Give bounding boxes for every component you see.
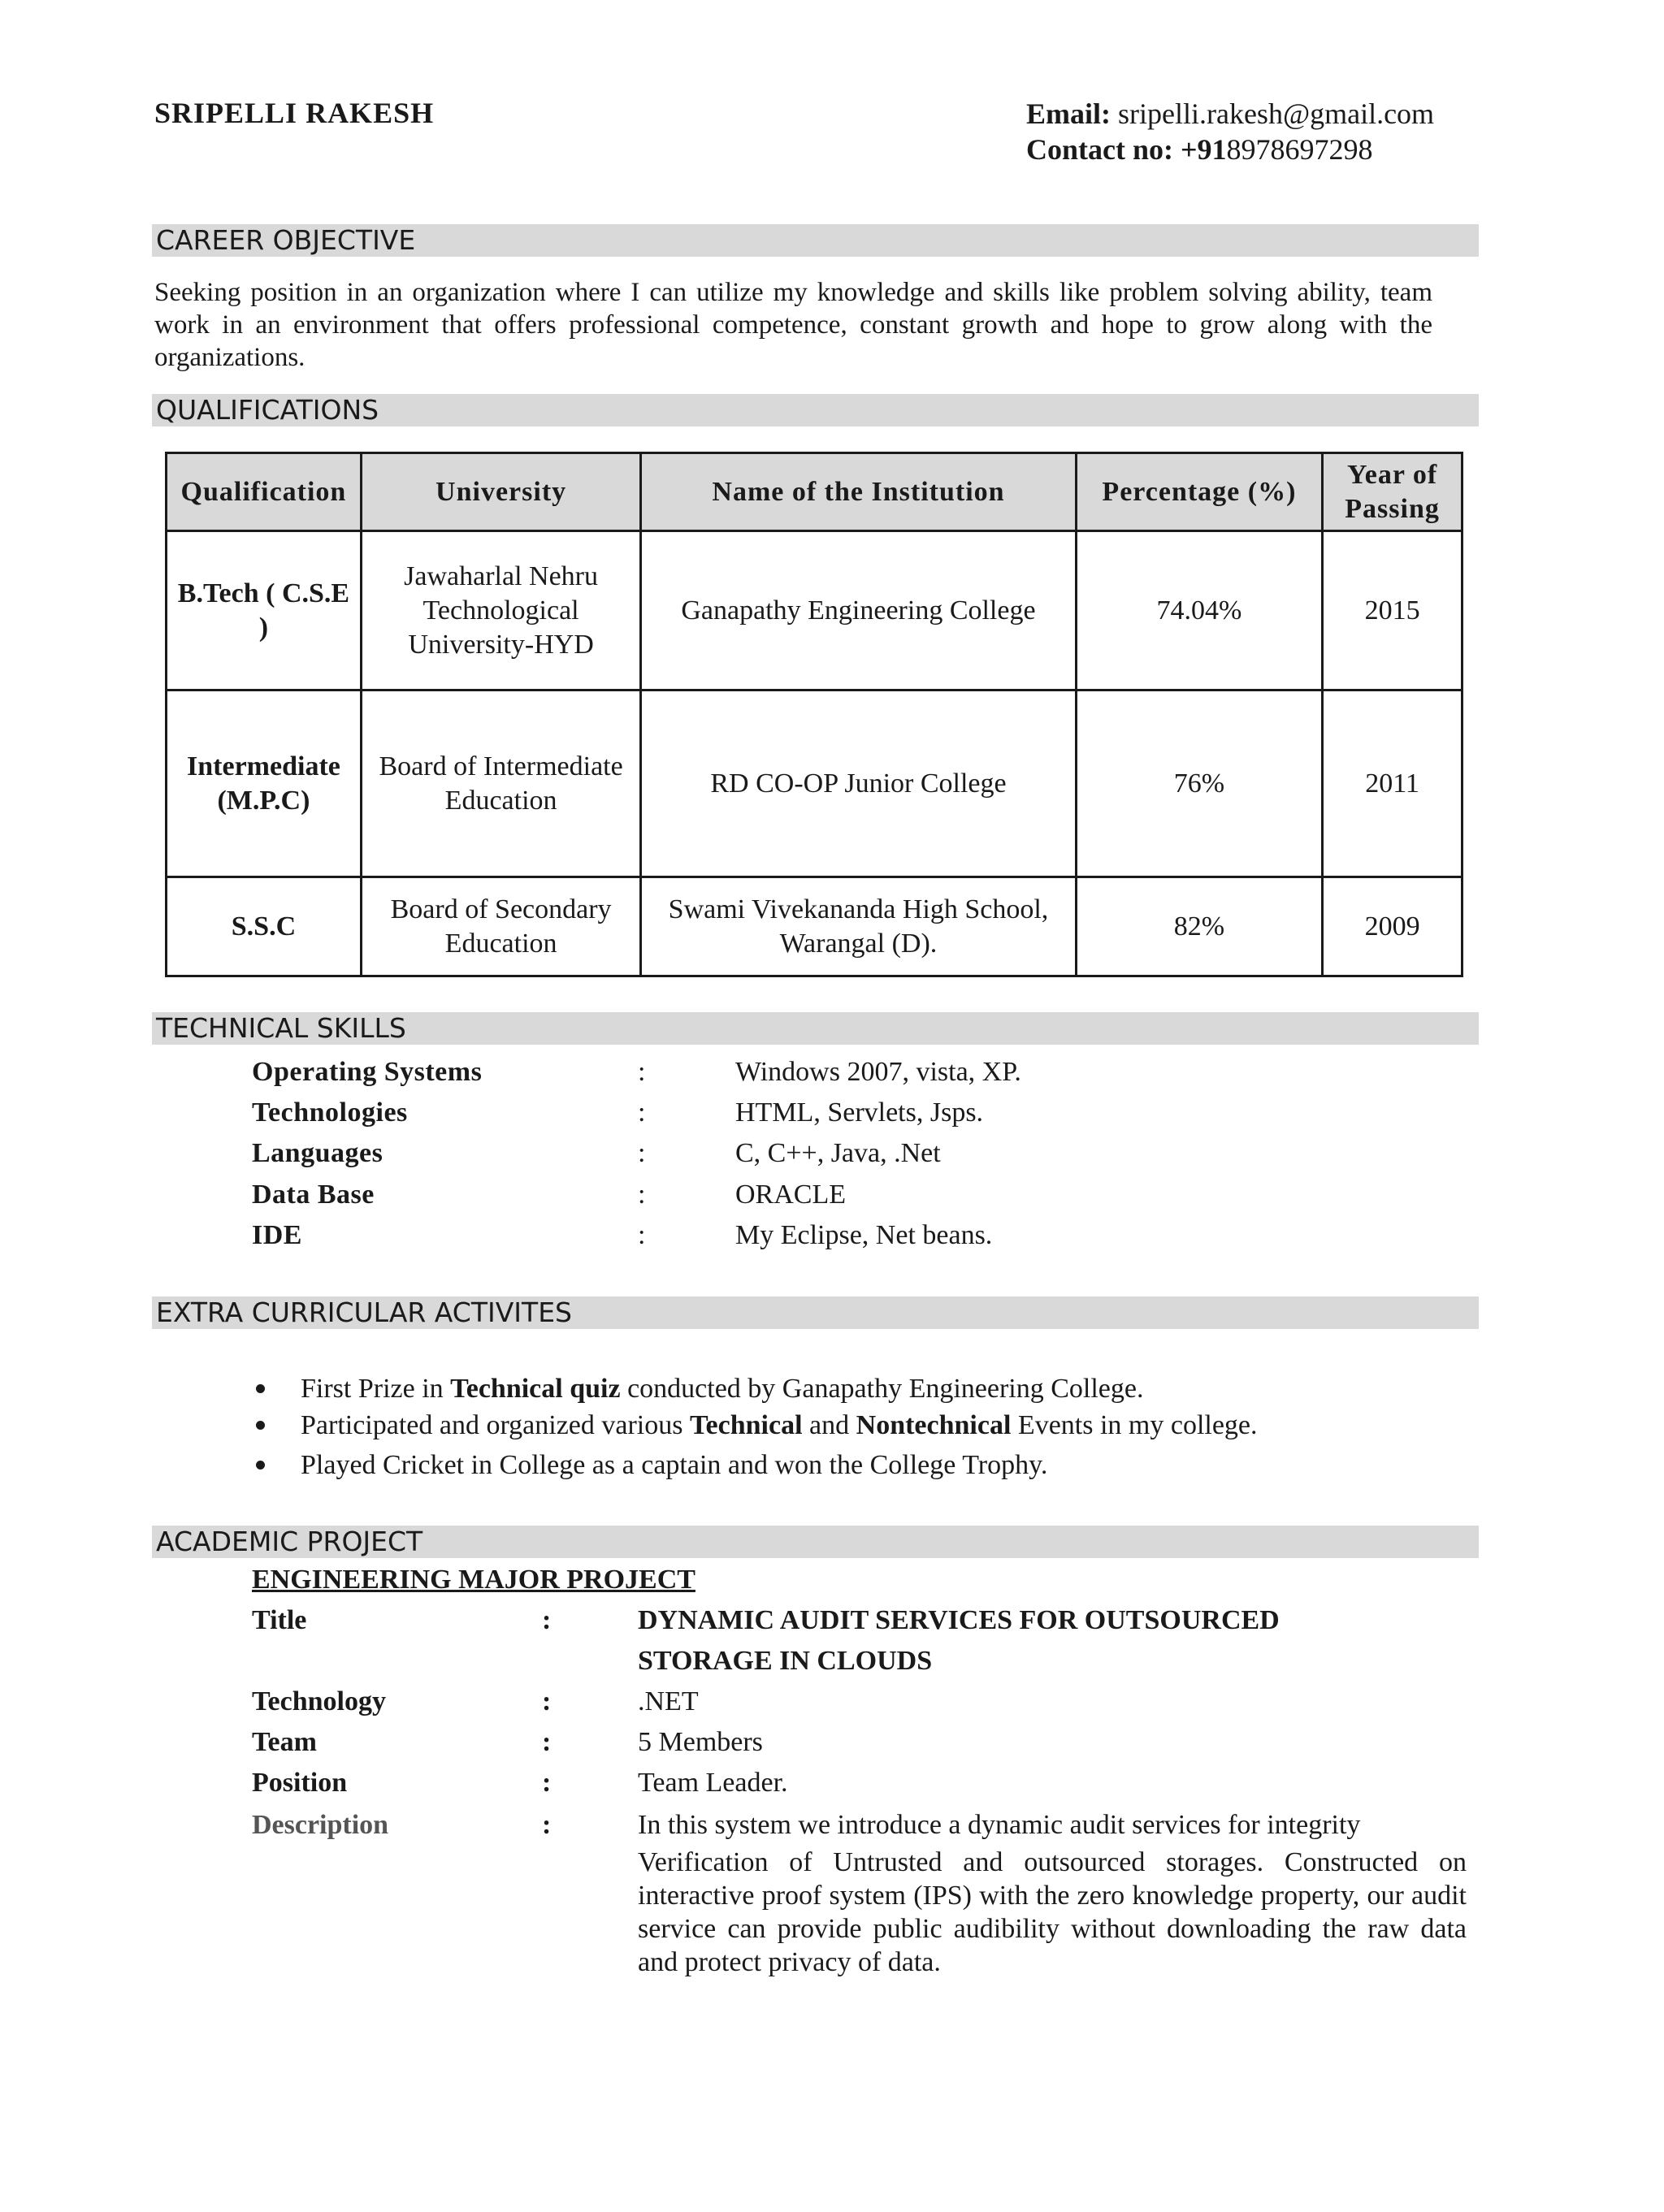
project-position-label: Position (252, 1768, 348, 1798)
skill-row (0, 1133, 1664, 1174)
project-subheading: ENGINEERING MAJOR PROJECT (252, 1565, 696, 1595)
qualifications-table (165, 452, 1463, 977)
table-row (167, 531, 1462, 690)
contact-block (1026, 96, 1434, 167)
list-item-text: Participated and organized various Technical and Nontechnical Events in my college. (301, 1410, 1258, 1440)
skill-row (0, 1215, 1664, 1256)
project-team-label: Team (252, 1727, 317, 1757)
project-colon: : (542, 1810, 552, 1840)
cell-year: 2009 (1323, 877, 1462, 976)
skill-value: C, C++, Java, .Net (735, 1138, 941, 1168)
contact-number: 8978697298 (1226, 133, 1373, 166)
col-percentage: Percentage (%) (1076, 453, 1322, 531)
skill-label: Data Base (252, 1180, 375, 1210)
project-description-text: Verification of Untrusted and outsourced storages. Constructed on interactive proof system (IPS) with the zero knowledge property, our audit service can provide public audibility without downloading the raw data and protect privacy of data. (638, 1847, 1467, 1977)
cell-qualification: S.S.C (167, 877, 362, 976)
skill-label: Operating Systems (252, 1057, 483, 1087)
project-colon: : (542, 1768, 552, 1798)
cell-university: Board of Secondary Education (361, 877, 640, 976)
skill-row (0, 1175, 1664, 1215)
cell-percentage: 82% (1076, 877, 1322, 976)
qualifications-heading: QUALIFICATIONS (152, 394, 1479, 426)
table-header-row (167, 453, 1462, 531)
skill-colon: : (638, 1180, 646, 1210)
email-line (1026, 96, 1434, 132)
project-technology-label: Technology (252, 1686, 387, 1716)
skill-label: IDE (252, 1220, 302, 1250)
list-item-text: Played Cricket in College as a captain and won the College Trophy. (301, 1450, 1048, 1480)
project-title-label: Title (252, 1605, 307, 1635)
skill-value: ORACLE (735, 1180, 846, 1210)
skill-colon: : (638, 1097, 646, 1128)
project-technology-value: .NET (638, 1686, 699, 1716)
project-title-value: DYNAMIC AUDIT SERVICES FOR OUTSOURCED STORAGE IN CLOUDS (638, 1605, 1280, 1676)
email-value[interactable]: sripelli.rakesh@gmail.com (1118, 97, 1435, 130)
cell-qualification: Intermediate (M.P.C) (167, 690, 362, 877)
technical-skills-heading: TECHNICAL SKILLS (152, 1012, 1479, 1045)
project-colon: : (542, 1605, 552, 1635)
project-colon: : (542, 1727, 552, 1757)
cell-institution: Ganapathy Engineering College (641, 531, 1076, 690)
extra-curricular-heading: EXTRA CURRICULAR ACTIVITES (152, 1296, 1479, 1329)
project-position-value: Team Leader. (638, 1768, 788, 1798)
bullet-icon (256, 1461, 265, 1470)
project-team-value: 5 Members (638, 1727, 763, 1757)
skill-value: HTML, Servlets, Jsps. (735, 1097, 984, 1128)
bullet-icon (256, 1421, 265, 1430)
col-university: University (361, 453, 640, 531)
skill-label: Languages (252, 1138, 384, 1168)
project-description-first-line: In this system we introduce a dynamic audit services for integrity (638, 1810, 1361, 1840)
skill-colon: : (638, 1138, 646, 1168)
skill-value: Windows 2007, vista, XP. (735, 1057, 1021, 1087)
cell-institution: RD CO-OP Junior College (641, 690, 1076, 877)
project-colon: : (542, 1686, 552, 1716)
cell-year: 2015 (1323, 531, 1462, 690)
table-row (167, 877, 1462, 976)
col-year: Year of Passing (1323, 453, 1462, 531)
candidate-name: SRIPELLI RAKESH (154, 97, 435, 129)
email-label: Email: (1026, 97, 1111, 130)
skill-value: My Eclipse, Net beans. (735, 1220, 993, 1250)
academic-project-heading: ACADEMIC PROJECT (152, 1526, 1479, 1558)
skill-row (0, 1052, 1664, 1093)
contact-prefix: +91 (1180, 133, 1227, 166)
career-objective-heading: CAREER OBJECTIVE (152, 224, 1479, 257)
table-row (167, 690, 1462, 877)
cell-percentage: 76% (1076, 690, 1322, 877)
cell-institution: Swami Vivekananda High School, Warangal (D). (641, 877, 1076, 976)
cell-university: Jawaharlal Nehru Technological University-HYD (361, 531, 640, 690)
skill-label: Technologies (252, 1097, 408, 1128)
bullet-icon (256, 1384, 265, 1393)
col-institution: Name of the Institution (641, 453, 1076, 531)
project-description-label: Description (252, 1810, 389, 1840)
skill-colon: : (638, 1220, 646, 1250)
career-objective-text: Seeking position in an organization where I can utilize my knowledge and skills like problem solving ability, team work in an environment that offers professional competence, constant growth and hope to grow along with the organizations. (154, 278, 1432, 372)
skill-colon: : (638, 1057, 646, 1087)
phone-line (1026, 132, 1434, 167)
cell-university: Board of Intermediate Education (361, 690, 640, 877)
cell-percentage: 74.04% (1076, 531, 1322, 690)
cell-qualification: B.Tech ( C.S.E ) (167, 531, 362, 690)
col-qualification: Qualification (167, 453, 362, 531)
contact-label: Contact no: (1026, 133, 1173, 166)
cell-year: 2011 (1323, 690, 1462, 877)
skill-row (0, 1093, 1664, 1133)
list-item-text: First Prize in Technical quiz conducted by Ganapathy Engineering College. (301, 1374, 1144, 1404)
